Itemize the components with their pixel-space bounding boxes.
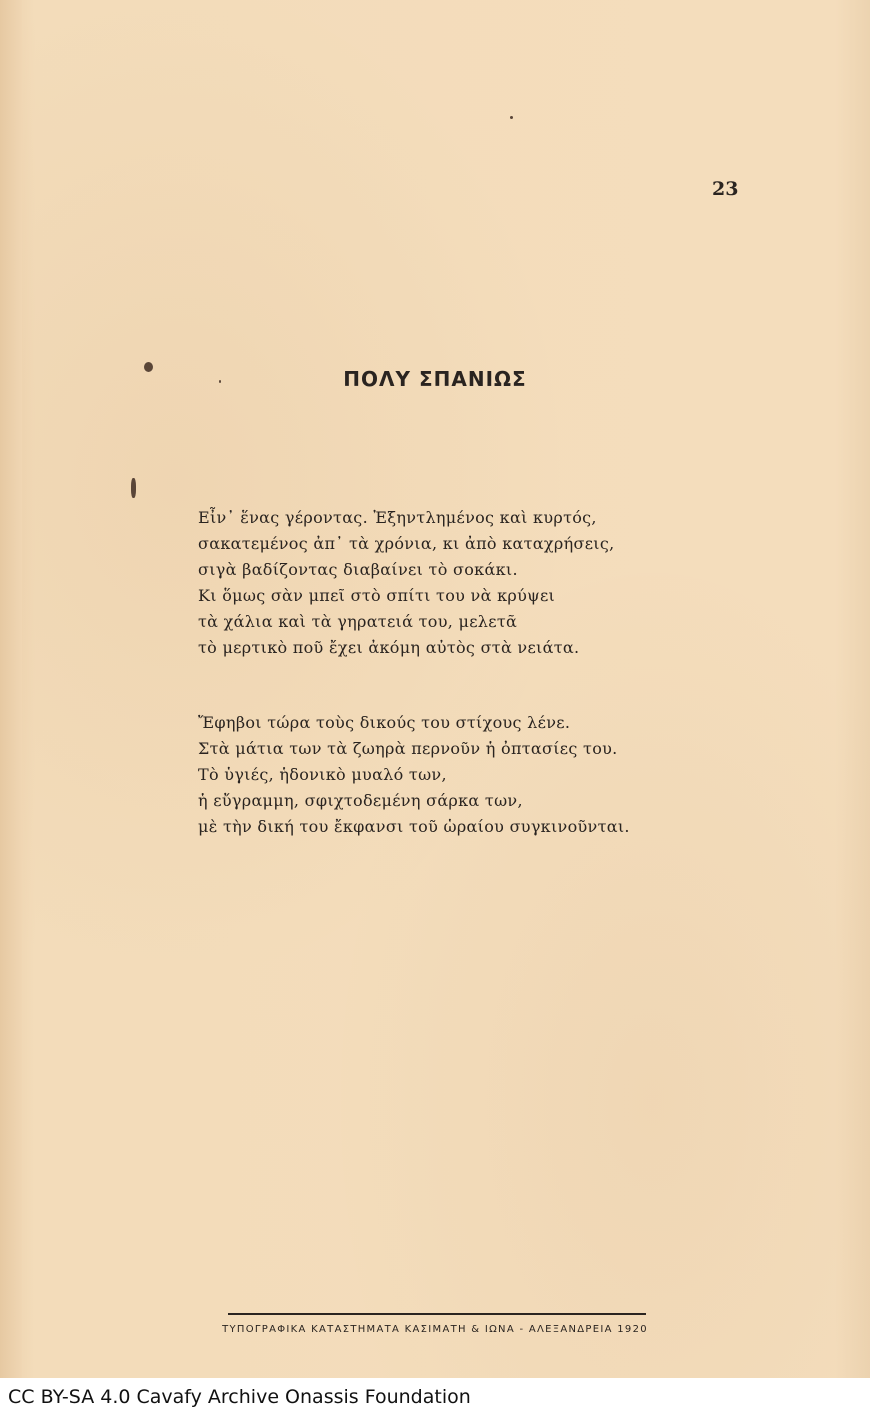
page-number: 23: [712, 178, 739, 200]
page-spine-shadow: [0, 0, 22, 1378]
poem-line: Εἶν᾿ ἕνας γέροντας. Ἐξηντλημένος καὶ κυρτός,: [198, 508, 597, 527]
imprint-rule: [228, 1313, 646, 1315]
poem-line: Στὰ μάτια των τὰ ζωηρὰ περνοῦν ἡ ὀπτασίες του.: [198, 739, 618, 758]
ink-spot: [131, 478, 136, 498]
poem-line: σιγὰ βαδίζοντας διαβαίνει τὸ σοκάκι.: [198, 560, 518, 579]
poem-line: Κι ὅμως σὰν μπεῖ στὸ σπίτι του νὰ κρύψει: [198, 586, 556, 605]
poem-line: μὲ τὴν δική του ἔκφανσι τοῦ ὡραίου συγκινοῦνται.: [198, 817, 630, 836]
poem-line: τὰ χάλια καὶ τὰ γηρατειά του, μελετᾶ: [198, 612, 518, 631]
poem-line: τὸ μερτικὸ ποῦ ἔχει ἀκόμη αὐτὸς στὰ νειάτα.: [198, 638, 580, 657]
poem-title: ΠΟΛΥ ΣΠΑΝΙΩΣ: [343, 367, 527, 391]
stanza-2: [198, 710, 630, 840]
poem-line: ἡ εὔγραμμη, σφιχτοδεμένη σάρκα των,: [198, 791, 523, 810]
stanza-1: [198, 505, 615, 661]
license-credit: CC BY-SA 4.0 Cavafy Archive Onassis Foundation: [8, 1386, 471, 1408]
poem-line: σακατεμένος ἀπ᾿ τὰ χρόνια, κι ἀπὸ καταχρήσεις,: [198, 534, 615, 553]
poem-line: Τὸ ὑγιές, ἡδονικὸ μυαλό των,: [198, 765, 447, 784]
poem-line: Ἔφηβοι τώρα τοὺς δικούς του στίχους λένε.: [198, 713, 571, 732]
ink-spot: [510, 116, 513, 119]
printer-imprint: ΤΥΠΟΓΡΑΦΙΚΑ ΚΑΤΑΣΤΗΜΑΤΑ ΚΑΣΙΜΑΤΗ & ΙΩΝΑ - ΑΛΕΞΑΝΔΡΕΙΑ 1920: [222, 1324, 648, 1335]
